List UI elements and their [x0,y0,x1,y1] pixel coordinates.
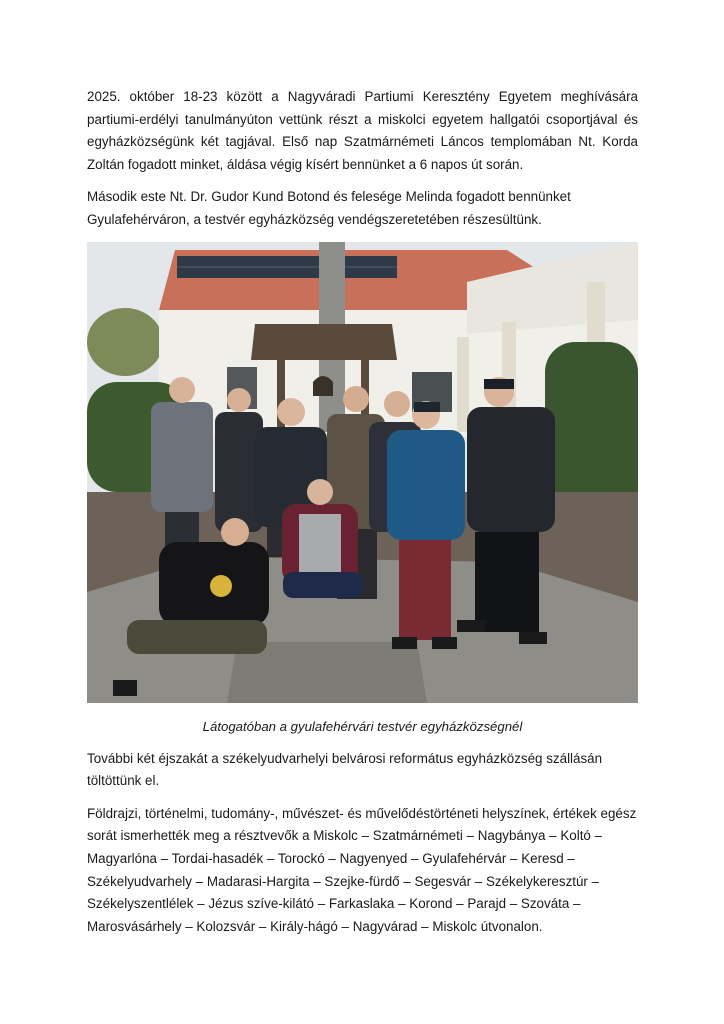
photo-caption: Látogatóban a gyulafehérvári testvér egyházközségnél [202,718,523,734]
paragraph-second-evening: Második este Nt. Dr. Gudor Kund Botond és felesége Melinda fogadott bennünket Gyulafehérváron, a testvér egyházközség vendégszeretetében részesültünk. [87,189,571,227]
paragraph-route: Földrajzi, történelmi, tudomány-, művészet- és művelődéstörténeti helyszínek, értékek egész sorát ismerhették meg a résztvevők a Miskolc – Szatmárnémeti – Nagybánya – Koltó – Magyarlóna – Tordai-hasadék – Torockó – Nagyenyed – Gyulafehérvár – Keresd – Székelyudvarhely – Madarasi-Hargita – Szejke-fürdő – Segesvár – Székelykeresztúr – Székelyszentlélek – Jézus szíve-kilátó – Farkaslaka – Korond – Parajd – Szováta – Marosvásárhely – Kolozsvár – Király-hágó – Nagyvárad – Miskolc útvonalon. [87,805,637,934]
document-page [87,86,638,938]
paragraph-intro: 2025. október 18-23 között a Nagyváradi Partiumi Keresztény Egyetem meghívására partiumi-erdélyi tanulmányúton vettünk részt a miskolci egyetem hallgatói csoportjával és egyházközségünk két tagjával. Első nap Szatmárnémeti Láncos templomában Nt. Korda Zoltán fogadott minket, áldása végig kísért bennünket a 6 napos út során. [87,89,638,172]
paragraph-accommodation: További két éjszakát a székelyudvarhelyi belvárosi református egyházközség szállásán töltöttünk el. [87,750,603,789]
group-photo [87,242,638,703]
